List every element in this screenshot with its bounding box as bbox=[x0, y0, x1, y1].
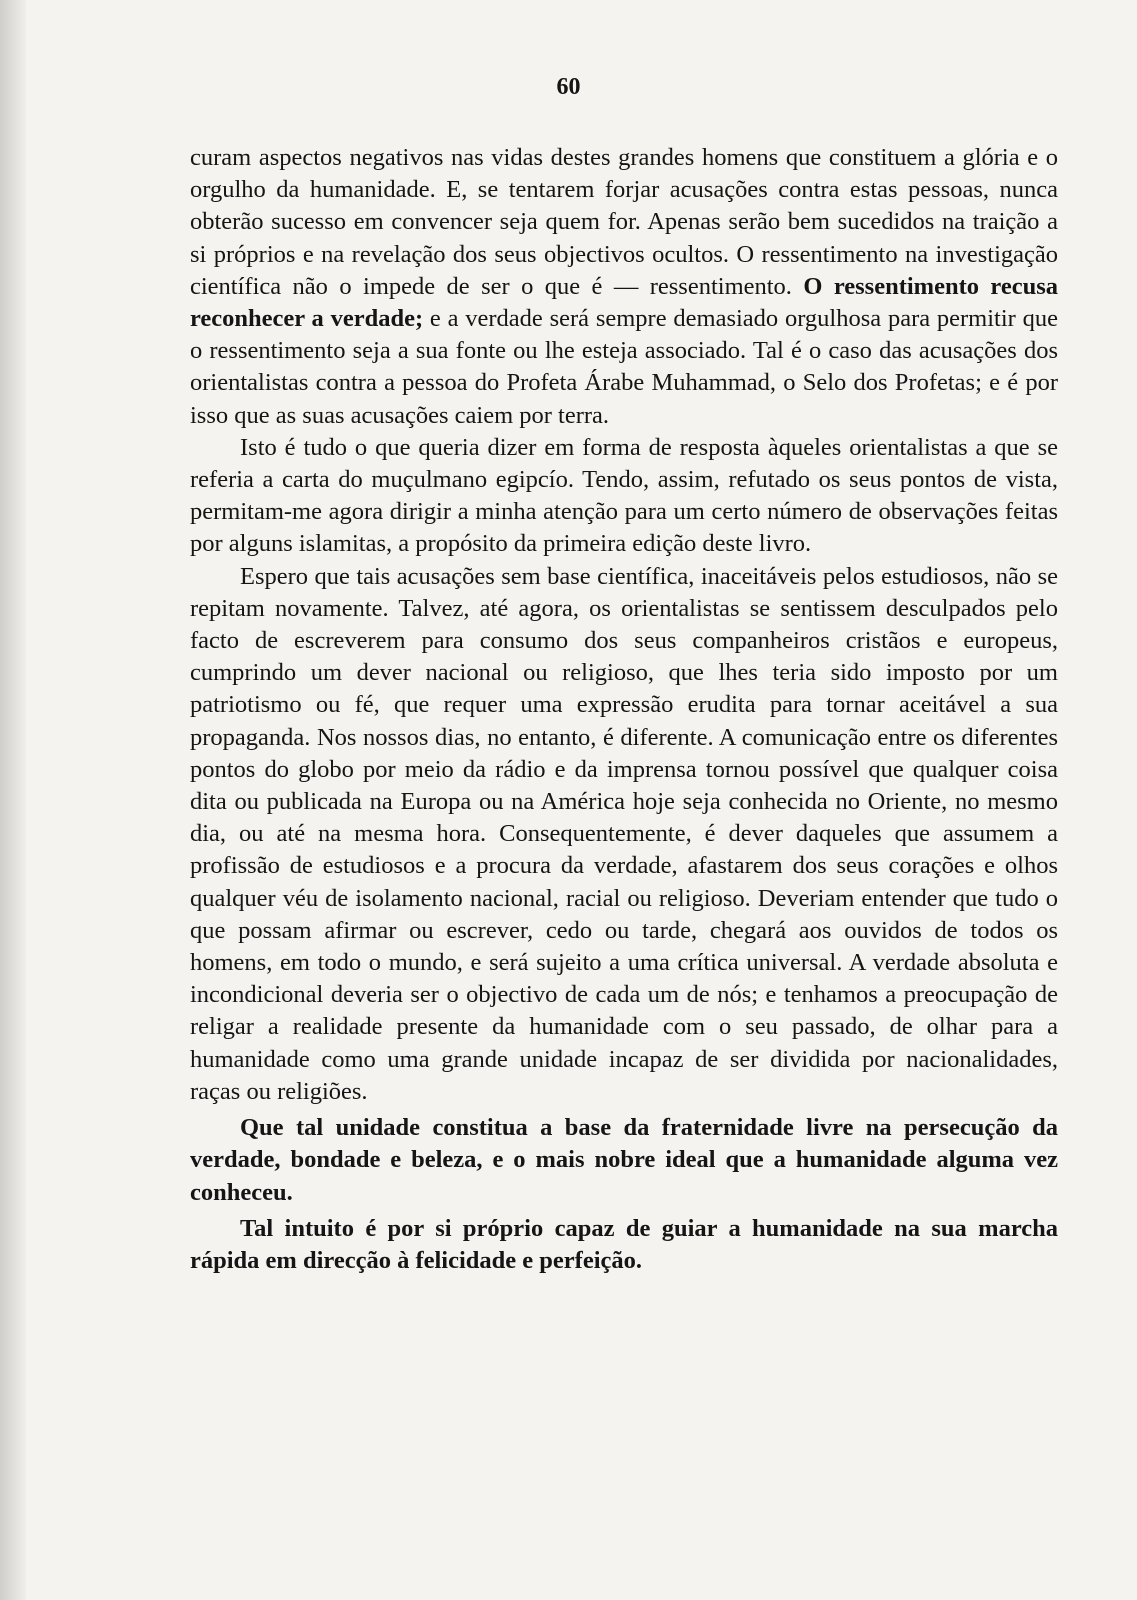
binding-shadow bbox=[0, 0, 26, 1600]
paragraph-5: Tal intuito é por si próprio capaz de guiar a humanidade na sua marcha rápida em direcção à felicidade e perfeição. bbox=[190, 1214, 1058, 1274]
paragraph-1 bbox=[190, 142, 1058, 432]
paragraph-2: Isto é tudo o que queria dizer em forma de resposta àqueles orientalistas a que se referia a carta do muçulmano egipcío. Tendo, assim, refutado os seus pontos de vista, permitam-me agora dirigir a minha atenção para um certo número de observações feitas por alguns islamitas, a propósito da primeira edição deste livro. bbox=[190, 433, 1058, 558]
paragraph-1-text-a: curam aspectos negativos nas vidas destes grandes homens que constituem a glória e o orgulho da humanidade. E, se tentarem forjar acusações contra estas pessoas, nunca obterão sucesso em convencer seja quem for. Apenas serão bem sucedidos na traição a si próprios e na revelação dos seus objectivos ocultos. O ressentimento na investigação científica não o impede de ser o que é — ressentimento. bbox=[190, 144, 1058, 300]
body-text bbox=[190, 142, 1058, 1277]
paragraph-1-text-b: e a verdade será sempre demasiado orgulhosa para permitir que o ressentimento seja a sua fonte ou lhe esteja associado. Tal é o caso das acusações dos orientalistas contra a pessoa do Profeta Árabe Muhammad, o Selo dos Profetas; e é por isso que as suas acusações caiem por terra. bbox=[190, 305, 1058, 429]
paragraph-4: Que tal unidade constitua a base da fraternidade livre na persecução da verdade, bondade e beleza, e o mais nobre ideal que a humanidade alguma vez conheceu. bbox=[190, 1114, 1058, 1206]
paragraph-3: Espero que tais acusações sem base científica, inaceitáveis pelos estudiosos, não se repitam novamente. Talvez, até agora, os orientalistas se sentissem desculpados pelo facto de escreverem para consumo dos seus companheiros cristãos e europeus, cumprindo um dever nacional ou religioso, que lhes teria sido imposto por um patriotismo ou fé, que requer uma expressão erudita para tornar aceitável a sua propaganda. Nos nossos dias, no entanto, é diferente. A comunicação entre os diferentes pontos do globo por meio da rádio e da imprensa tornou possível que qualquer coisa dita ou publicada na Europa ou na América hoje seja conhecida no Oriente, no mesmo dia, ou até na mesma hora. Consequentemente, é dever daqueles que assumem a profissão de estudiosos e a procura da verdade, afastarem dos seus corações e olhos qualquer véu de isolamento nacional, racial ou religioso. Deveriam entender que tudo o que possam afirmar ou escrever, cedo ou tarde, chegará aos ouvidos de todos os homens, em todo o mundo, e será sujeito a uma crítica universal. A verdade absoluta e incondicional deveria ser o objectivo de cada um de nós; e tenhamos a preocupação de religar a realidade presente da humanidade com o seu passado, de olhar para a humanidade como uma grande unidade incapaz de ser dividida por nacionalidades, raças ou religiões. bbox=[190, 562, 1058, 1105]
page-number: 60 bbox=[556, 74, 581, 100]
paragraph-1-bold-phrase: O ressentimento recusa reconhecer a verdade; bbox=[190, 272, 1058, 333]
